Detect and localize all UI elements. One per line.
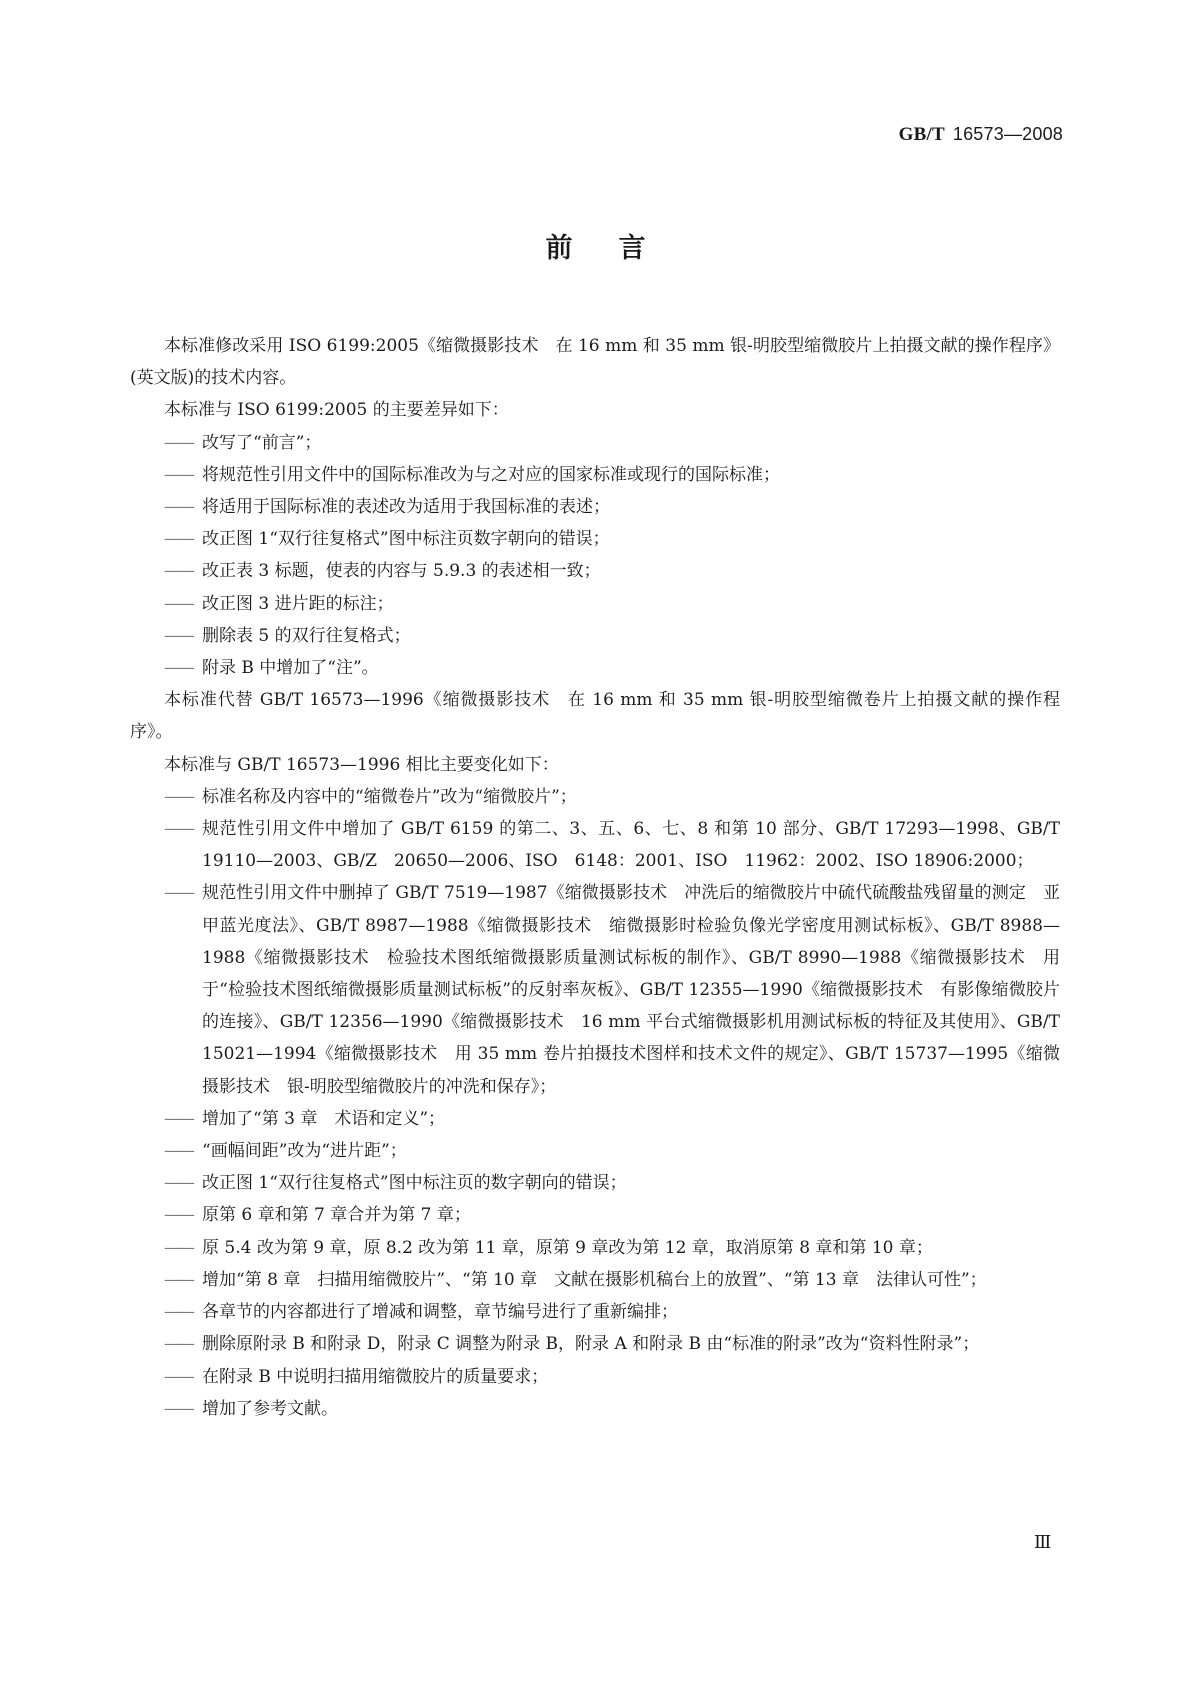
list-item-text: 增加了参考文献。 [202, 1398, 338, 1419]
list-item-text: 规范性引用文件中删掉了 GB/T 7519—1987《缩微摄影技术 冲洗后的缩微胶片中硫代硫酸盐残留量的测定 亚甲蓝光度法》、GB/T 8987—1988《缩微摄影技术 缩微摄影时检验负像光学密度用测试标板》、GB/T 8988—1988《缩微摄影技术 检验技术图纸缩微摄影质量测试标板的制作》、GB/T 8990—1988《缩微摄影技术 用于“检验技术图纸缩微摄影质量测试标板”的反射率灰板》、GB/T 12355—1990《缩微摄影技术 有影像缩微胶片的连接》、GB/T 12356—1990《缩微摄影技术 16 mm 平台式缩微摄影机用测试标板的特征及其使用》、GB/T 15021—1994《缩微摄影技术 用 35 mm 卷片拍摄技术图样和技术文件的规定》、GB/T 15737—1995《缩微摄影技术 银-明胶型缩微胶片的冲洗和保存》； [202, 883, 1060, 1097]
page-title: 前言 [545, 233, 692, 264]
dash-marker: —— [164, 786, 192, 807]
dash-marker: —— [164, 529, 192, 550]
list-item [130, 620, 1060, 652]
paragraph: 本标准与 GB/T 16573—1996 相比主要变化如下： [164, 754, 559, 775]
list-item-text: 增加“第 8 章 扫描用缩微胶片”、“第 10 章 文献在摄影机稿台上的放置”、“第 13 章 法律认可性”； [202, 1269, 987, 1290]
list-item-text: 增加了“第 3 章 术语和定义”； [202, 1108, 446, 1129]
dash-marker: —— [164, 1205, 192, 1226]
list-item [130, 1135, 1060, 1167]
dash-marker: —— [164, 1237, 192, 1258]
dash-marker: —— [164, 819, 192, 840]
list-item-text: 改正图 1“双行往复格式”图中标注页的数字朝向的错误； [202, 1173, 627, 1194]
list-item [130, 1296, 1060, 1328]
list-item [130, 427, 1060, 459]
list-item [130, 459, 1060, 491]
dash-marker: —— [164, 1302, 192, 1323]
dash-marker: —— [164, 1141, 192, 1162]
list-item [130, 555, 1060, 587]
list-item [130, 781, 1060, 813]
dash-marker: —— [164, 1269, 192, 1290]
list-item-text: “画幅间距”改为“进片距”； [202, 1141, 407, 1162]
dash-marker: —— [164, 883, 192, 904]
page-number: Ⅲ [1034, 1532, 1052, 1553]
dash-marker: —— [164, 593, 192, 614]
list-item-text: 规范性引用文件中增加了 GB/T 6159 的第二、3、五、6、七、8 和第 10 部分、GB/T 17293—1998、GB/T 19110—2003、GB/Z 20650—2006、ISO 6148：2001、ISO 11962：2002、ISO 18906:2000； [202, 819, 1077, 872]
list-item [130, 491, 1060, 523]
dash-marker: —— [164, 625, 192, 646]
list-item [130, 1328, 1060, 1360]
foreword-body [130, 330, 1077, 1425]
dash-marker: —— [164, 1334, 192, 1355]
list-item [130, 813, 1077, 877]
list-item-text: 删除原附录 B 和附录 D，附录 C 调整为附录 B，附录 A 和附录 B 由“标准的附录”改为“资料性附录”； [202, 1334, 980, 1355]
list-item [130, 523, 1060, 555]
list-item-text: 改正图 1“双行往复格式”图中标注页数字朝向的错误； [202, 529, 610, 550]
dash-marker: —— [164, 1398, 192, 1419]
list-item-text: 将规范性引用文件中的国际标准改为与之对应的国家标准或现行的国际标准； [202, 464, 780, 485]
list-item-text: 原第 6 章和第 7 章合并为第 7 章； [202, 1205, 471, 1226]
list-item-text: 标准名称及内容中的“缩微卷片”改为“缩微胶片”； [202, 786, 577, 807]
list-item-text: 原 5.4 改为第 9 章，原 8.2 改为第 11 章，原第 9 章改为第 12 章，取消原第 8 章和第 10 章； [202, 1237, 933, 1258]
list-item-text: 改正图 3 进片距的标注； [202, 593, 394, 614]
list-item [130, 1103, 1060, 1135]
standard-code [899, 124, 1063, 146]
dash-marker: —— [164, 432, 192, 453]
dash-marker: —— [164, 1366, 192, 1387]
list-item [130, 1232, 1060, 1264]
list-item [130, 1393, 1060, 1425]
dash-marker: —— [164, 464, 192, 485]
list-item [130, 877, 1060, 1102]
standard-prefix: GB/T [898, 124, 945, 145]
dash-marker: —— [164, 1173, 192, 1194]
list-item [130, 1361, 1060, 1393]
list-item-text: 附录 B 中增加了“注”。 [202, 658, 379, 679]
list-item-text: 各章节的内容都进行了增减和调整，章节编号进行了重新编排； [202, 1302, 678, 1323]
list-item [130, 1199, 1060, 1231]
dash-marker: —— [164, 561, 192, 582]
list-item [130, 1264, 1060, 1296]
list-item [130, 652, 1060, 684]
list-item-text: 将适用于国际标准的表述改为适用于我国标准的表述； [202, 497, 610, 518]
paragraph: 本标准代替 GB/T 16573—1996《缩微摄影技术 在 16 mm 和 35 mm 银-明胶型缩微卷片上拍摄文献的操作程序》。 [130, 690, 1060, 743]
dash-marker: —— [164, 658, 192, 679]
list-item-text: 改写了“前言”； [202, 432, 322, 453]
list-item-text: 在附录 B 中说明扫描用缩微胶片的质量要求； [202, 1366, 549, 1387]
list-item [130, 1167, 1060, 1199]
list-item-text: 改正表 3 标题，使表的内容与 5.9.3 的表述相一致； [202, 561, 601, 582]
list-item-text: 删除表 5 的双行往复格式； [202, 625, 411, 646]
paragraph: 本标准修改采用 ISO 6199:2005《缩微摄影技术 在 16 mm 和 35 mm 银-明胶型缩微胶片上拍摄文献的操作程序》(英文版)的技术内容。 [130, 336, 1060, 389]
standard-number: 16573—2008 [952, 124, 1063, 144]
list-item [130, 588, 1060, 620]
paragraph: 本标准与 ISO 6199:2005 的主要差异如下： [164, 400, 509, 421]
dash-marker: —— [164, 1108, 192, 1129]
dash-marker: —— [164, 497, 192, 518]
